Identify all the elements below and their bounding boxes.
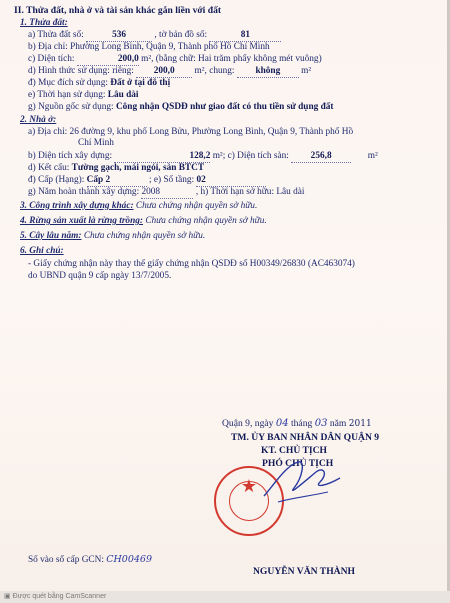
land-map-number: 81 (209, 30, 281, 42)
land-term-row (28, 90, 139, 101)
house-build-area-value: 128,2 (114, 151, 210, 163)
house-heading: 2. Nhà ở: (20, 115, 57, 125)
house-area-row (28, 151, 378, 163)
house-structure-label: d) Kết cấu: (28, 163, 70, 173)
house-structure-row (28, 163, 204, 174)
house-year-row (28, 187, 305, 199)
house-ownership-term-label: , h) Thời hạn sở hữu: (195, 187, 275, 197)
planted-forest-heading: 4. Rừng sản xuất là rừng trồng: (20, 216, 143, 226)
land-area-row (28, 54, 322, 66)
land-area-unit: m², (bằng chữ: Hai trăm phẩy không mét vuông) (141, 54, 322, 64)
issue-date-year: 2011 (348, 419, 372, 429)
land-purpose-label: đ) Mục đích sử dụng: (28, 78, 108, 88)
land-usage-unit: m² (301, 66, 312, 76)
star-icon: ★ (240, 476, 258, 496)
house-structure-value: Tường gạch, mái ngói, sàn BTCT (71, 163, 205, 173)
planted-forest-text: Chưa chứng nhận quyền sở hữu. (145, 216, 267, 226)
land-term-value: Lâu dài (107, 90, 139, 100)
house-ownership-term-value: Lâu dài (276, 187, 305, 197)
house-address-line1: a) Địa chỉ: 26 đường 9, khu phố Long Bửu, Phường Long Bình, Quận 9, Thành phố Hồ (28, 127, 354, 137)
planted-forest-row (20, 216, 267, 227)
issue-date-year-label: năm (329, 418, 347, 429)
house-floor-area-unit: m² (367, 151, 378, 161)
perennial-trees-heading: 5. Cây lâu năm: (20, 231, 82, 241)
house-year-label: g) Năm hoàn thành xây dựng: (28, 187, 140, 197)
house-year-value: 2008 (141, 187, 193, 199)
other-construction-row (20, 201, 257, 212)
land-purpose-value: Đất ở tại đô thị (110, 78, 171, 88)
issue-date-place: Quận 9, ngày (222, 418, 274, 429)
house-floors-label: ; e) Số tầng: (148, 175, 195, 185)
registry-label: Số vào sổ cấp GCN: (28, 555, 104, 565)
land-area-value: 200,0 (77, 54, 139, 66)
house-floor-area-label: m²; c) Diện tích sàn: (212, 151, 289, 161)
scanner-footer-label: Được quét bằng CamScanner (12, 593, 107, 600)
issue-date-month-label: tháng (290, 418, 313, 429)
authority-line1: TM. ỦY BAN NHÂN DÂN QUẬN 9 (231, 432, 380, 443)
land-usage-form-row (28, 66, 311, 78)
land-area-label: c) Diện tích: (28, 54, 75, 64)
scanner-footer-text (4, 592, 106, 600)
land-usage-common-label: m², chung: (194, 66, 235, 76)
house-address-line2: Chí Minh (78, 138, 114, 148)
other-construction-heading: 3. Công trình xây dựng khác: (20, 201, 134, 211)
land-address: b) Địa chỉ: Phường Long Bình, Quận 9, Thành phố Hồ Chí Minh (28, 42, 270, 52)
house-grade-row (28, 175, 266, 187)
house-grade-value: Cấp 2 (87, 175, 147, 187)
land-origin-value: Công nhận QSDĐ như giao đất có thu tiền sử dụng đất (115, 102, 334, 112)
signature-mark (258, 452, 348, 512)
camscanner-icon: ▣ (4, 593, 11, 600)
land-purpose-row (28, 78, 170, 89)
notes-heading: 6. Ghi chú: (20, 246, 64, 256)
land-origin-row (28, 102, 334, 113)
house-floors-value: 02 (196, 175, 266, 187)
notes-line2: do UBND quận 9 cấp ngày 13/7/2005. (28, 271, 172, 281)
authority-line2: KT. CHỦ TỊCH (261, 445, 328, 456)
signer-name: NGUYỄN VĂN THÀNH (253, 566, 355, 577)
land-parcel-row (28, 30, 281, 42)
land-heading: 1. Thửa đất: (20, 18, 68, 28)
land-usage-common: không (237, 66, 299, 78)
house-floor-area-value: 256,8 (291, 151, 351, 163)
perennial-trees-text: Chưa chứng nhận quyền sở hữu. (83, 231, 206, 241)
issue-date (222, 418, 372, 430)
registry-row (28, 554, 152, 566)
other-construction-text: Chưa chứng nhận quyền sở hữu. (135, 201, 258, 211)
issue-date-day: 04 (275, 418, 289, 429)
perennial-trees-row (20, 231, 205, 242)
land-parcel-label: a) Thửa đất số: (28, 30, 84, 40)
land-term-label: e) Thời hạn sử dụng: (28, 90, 106, 100)
land-usage-form-label: d) Hình thức sử dụng: riêng: (28, 66, 134, 76)
land-usage-private: 200,0 (136, 66, 192, 78)
land-parcel-number: 536 (86, 30, 152, 42)
house-build-area-label: b) Diện tích xây dựng: (28, 151, 113, 161)
section-title: II. Thửa đất, nhà ở và tài sản khác gắn liền với đất (14, 5, 222, 16)
house-grade-label: đ) Cấp (Hạng): (28, 175, 85, 185)
authority-line3: PHÓ CHỦ TỊCH (262, 458, 334, 469)
issue-date-month: 03 (314, 418, 328, 429)
registry-number: CH00469 (106, 554, 153, 565)
land-origin-label: g) Nguồn gốc sử dụng: (28, 102, 114, 112)
land-map-label: , tờ bản đồ số: (154, 30, 208, 40)
notes-line1: - Giấy chứng nhận này thay thế giấy chứng nhận QSDĐ số H00349/26830 (AC463074) (28, 259, 355, 269)
